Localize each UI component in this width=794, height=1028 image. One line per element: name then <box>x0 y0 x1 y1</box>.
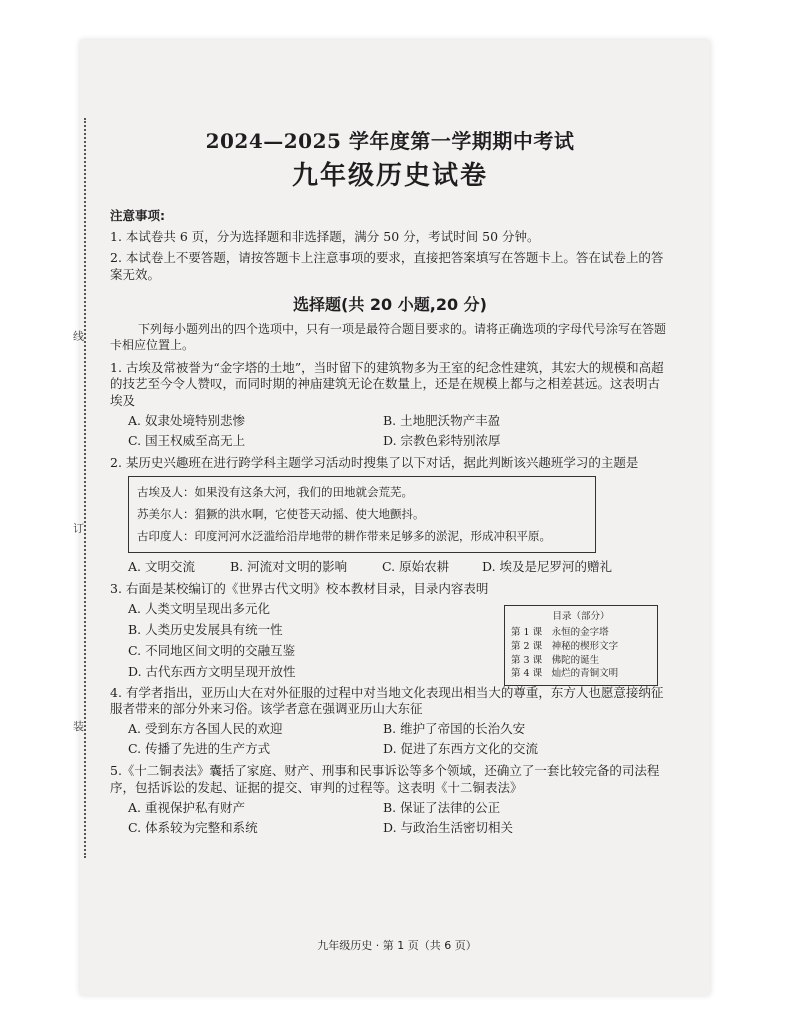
option-b: B. 人类历史发展具有统一性 <box>128 621 283 637</box>
binding-mark: 订 <box>73 522 84 535</box>
option-d: D. 宗教色彩特别浓厚 <box>383 433 501 449</box>
option-c: C. 传播了先进的生产方式 <box>128 741 271 757</box>
toc-item: 第 3 课 佛陀的诞生 <box>511 654 600 666</box>
option-b: B. 维护了帝国的长治久安 <box>383 721 526 737</box>
binding-mark: 线 <box>73 330 84 343</box>
question-4 <box>110 685 670 759</box>
option-d: D. 埃及是尼罗河的赠礼 <box>482 559 613 575</box>
dialog-line: 古印度人：印度河河水泛滥给沿岸地带的耕作带来足够多的淤泥，形成冲积平原。 <box>137 528 551 543</box>
section-instruction: 下列每小题列出的四个选项中，只有一项是最符合题目要求的。请将正确选项的字母代号涂写在答题卡相应位置上。 <box>110 322 667 353</box>
option-d: D. 与政治生活密切相关 <box>383 819 514 835</box>
option-d: D. 古代东西方文明呈现开放性 <box>128 663 296 679</box>
question-stem: 1. 古埃及常被誉为“金字塔的土地”，当时留下的建筑物多为王室的纪念性建筑，其宏大的规模和高超的技艺至今令人赞叹，而同时期的神庙建筑无论在数量上，还是在规模上都与之相差甚远。这表明古埃及 <box>110 359 664 409</box>
toc-title: 目录（部分） <box>552 611 610 623</box>
binding-line <box>84 118 86 858</box>
question-stem: 4. 有学者指出，亚历山大在对外征服的过程中对当地文化表现出相当大的尊重，东方人也愿意接纳征服者带来的部分外来习俗。该学者意在强调亚历山大东征 <box>110 684 664 717</box>
question-stem: 2. 某历史兴趣班在进行跨学科主题学习活动时搜集了以下对话，据此判断该兴趣班学习的主题是 <box>110 454 639 470</box>
option-b: B. 河流对文明的影响 <box>230 559 348 575</box>
question-1 <box>110 360 670 450</box>
notice-item: 1. 本试卷共 6 页，分为选择题和非选择题，满分 50 分，考试时间 50 分钟。 <box>110 228 540 244</box>
binding-mark: 装 <box>73 720 84 733</box>
toc-item: 第 1 课 永恒的金字塔 <box>511 626 609 638</box>
question-5 <box>110 763 670 837</box>
option-d: D. 促进了东西方文化的交流 <box>383 741 539 757</box>
notice-item: 2. 本试卷上不要答题，请按答题卡上注意事项的要求，直接把答案填写在答题卡上。答在试卷上的答案无效。 <box>110 249 664 282</box>
option-c: C. 体系较为完整和系统 <box>128 819 258 835</box>
question-stem: 5.《十二铜表法》囊括了家庭、财产、刑事和民事诉讼等多个领域，还确立了一套比较完备的司法程序，包括诉讼的发起、证据的提交、审判的过程等。这表明《十二铜表法》 <box>110 763 660 795</box>
option-a: A. 受到东方各国人民的欢迎 <box>128 721 283 737</box>
option-a: A. 人类文明呈现出多元化 <box>128 601 270 617</box>
section-title: 选择题(共 20 小题,20 分) <box>293 294 487 314</box>
page-footer: 九年级历史 · 第 1 页（共 6 页） <box>317 939 477 952</box>
option-a: A. 文明交流 <box>128 559 195 575</box>
notice-heading: 注意事项: <box>110 208 165 224</box>
dialog-box <box>128 476 596 554</box>
option-c: C. 不同地区间文明的交融互鉴 <box>128 642 296 658</box>
exam-subtitle: 九年级历史试卷 <box>291 161 488 191</box>
option-c: C. 国王权威至高无上 <box>128 433 246 449</box>
exam-content <box>110 128 670 842</box>
table-of-contents <box>504 605 658 686</box>
question-3 <box>110 581 670 680</box>
question-2 <box>110 455 670 576</box>
option-b: B. 土地肥沃物产丰盈 <box>383 413 501 429</box>
option-b: B. 保证了法律的公正 <box>383 799 501 815</box>
dialog-line: 苏美尔人：猖獗的洪水啊，它使苍天动摇、使大地颤抖。 <box>137 506 425 521</box>
option-a: A. 重视保护私有财产 <box>128 799 245 815</box>
question-stem: 3. 右面是某校编订的《世界古代文明》校本教材目录，目录内容表明 <box>110 581 489 597</box>
toc-item: 第 4 课 灿烂的青铜文明 <box>511 668 619 680</box>
option-c: C. 原始农耕 <box>382 559 450 575</box>
toc-item: 第 2 课 神秘的楔形文字 <box>511 640 619 652</box>
exam-title: 2024—2025 学年度第一学期期中考试 <box>205 129 575 153</box>
dialog-line: 古埃及人：如果没有这条大河，我们的田地就会荒芜。 <box>137 484 413 499</box>
option-a: A. 奴隶处境特别悲惨 <box>128 413 245 429</box>
